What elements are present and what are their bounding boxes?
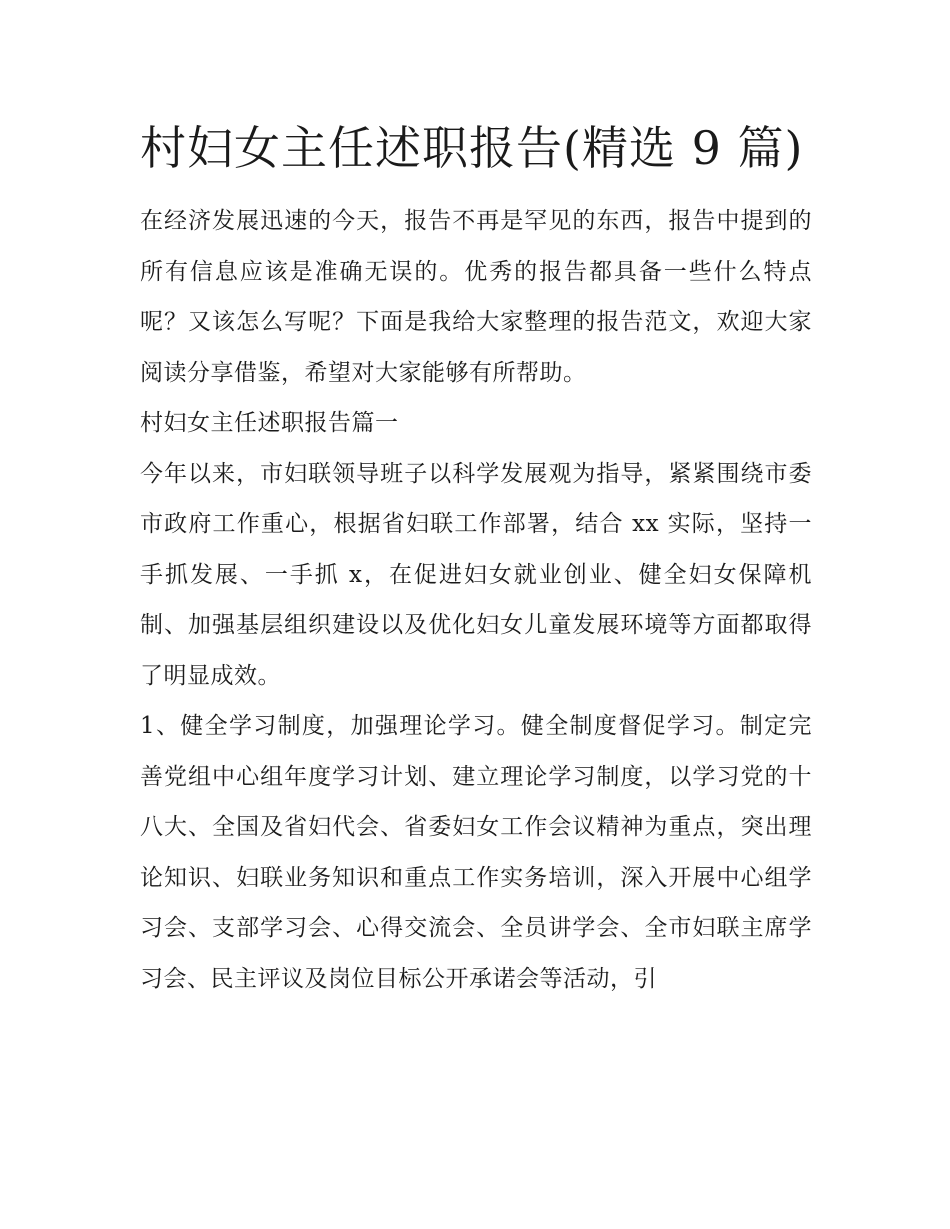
body-paragraph: 1、健全学习制度，加强理论学习。健全制度督促学习。制定完善党组中心组年度学习计划、建立理论学习制度，以学习党的十八大、全国及省妇代会、省委妇女工作会议精神为重点，突出理论知识、妇联业务知识和重点工作实务培训，深入开展中心组学习会、支部学习会、心得交流会、全员讲学会、全市妇联主席学习会、民主评议及岗位目标公开承诺会等活动，引 xyxy=(140,713,812,992)
section-heading: 村妇女主任述职报告篇一 xyxy=(140,410,399,436)
body-paragraph: 今年以来，市妇联领导班子以科学发展观为指导，紧紧围绕市委市政府工作重心，根据省妇联工作部署，结合 xx 实际，坚持一手抓发展、一手抓 x，在促进妇女就业创业、健全妇女保障机制、加强基层组织建设以及优化妇女儿童发展环境等方面都取得了明显成效。 xyxy=(140,460,812,689)
document-title: 村妇女主任述职报告(精选 9 篇) xyxy=(140,121,804,175)
document-body xyxy=(140,112,812,1004)
intro-paragraph: 在经济发展迅速的今天，报告不再是罕见的东西，报告中提到的所有信息应该是准确无误的。优秀的报告都具备一些什么特点呢？又该怎么写呢？下面是我给大家整理的报告范文，欢迎大家阅读分享借鉴，希望对大家能够有所帮助。 xyxy=(140,208,812,386)
